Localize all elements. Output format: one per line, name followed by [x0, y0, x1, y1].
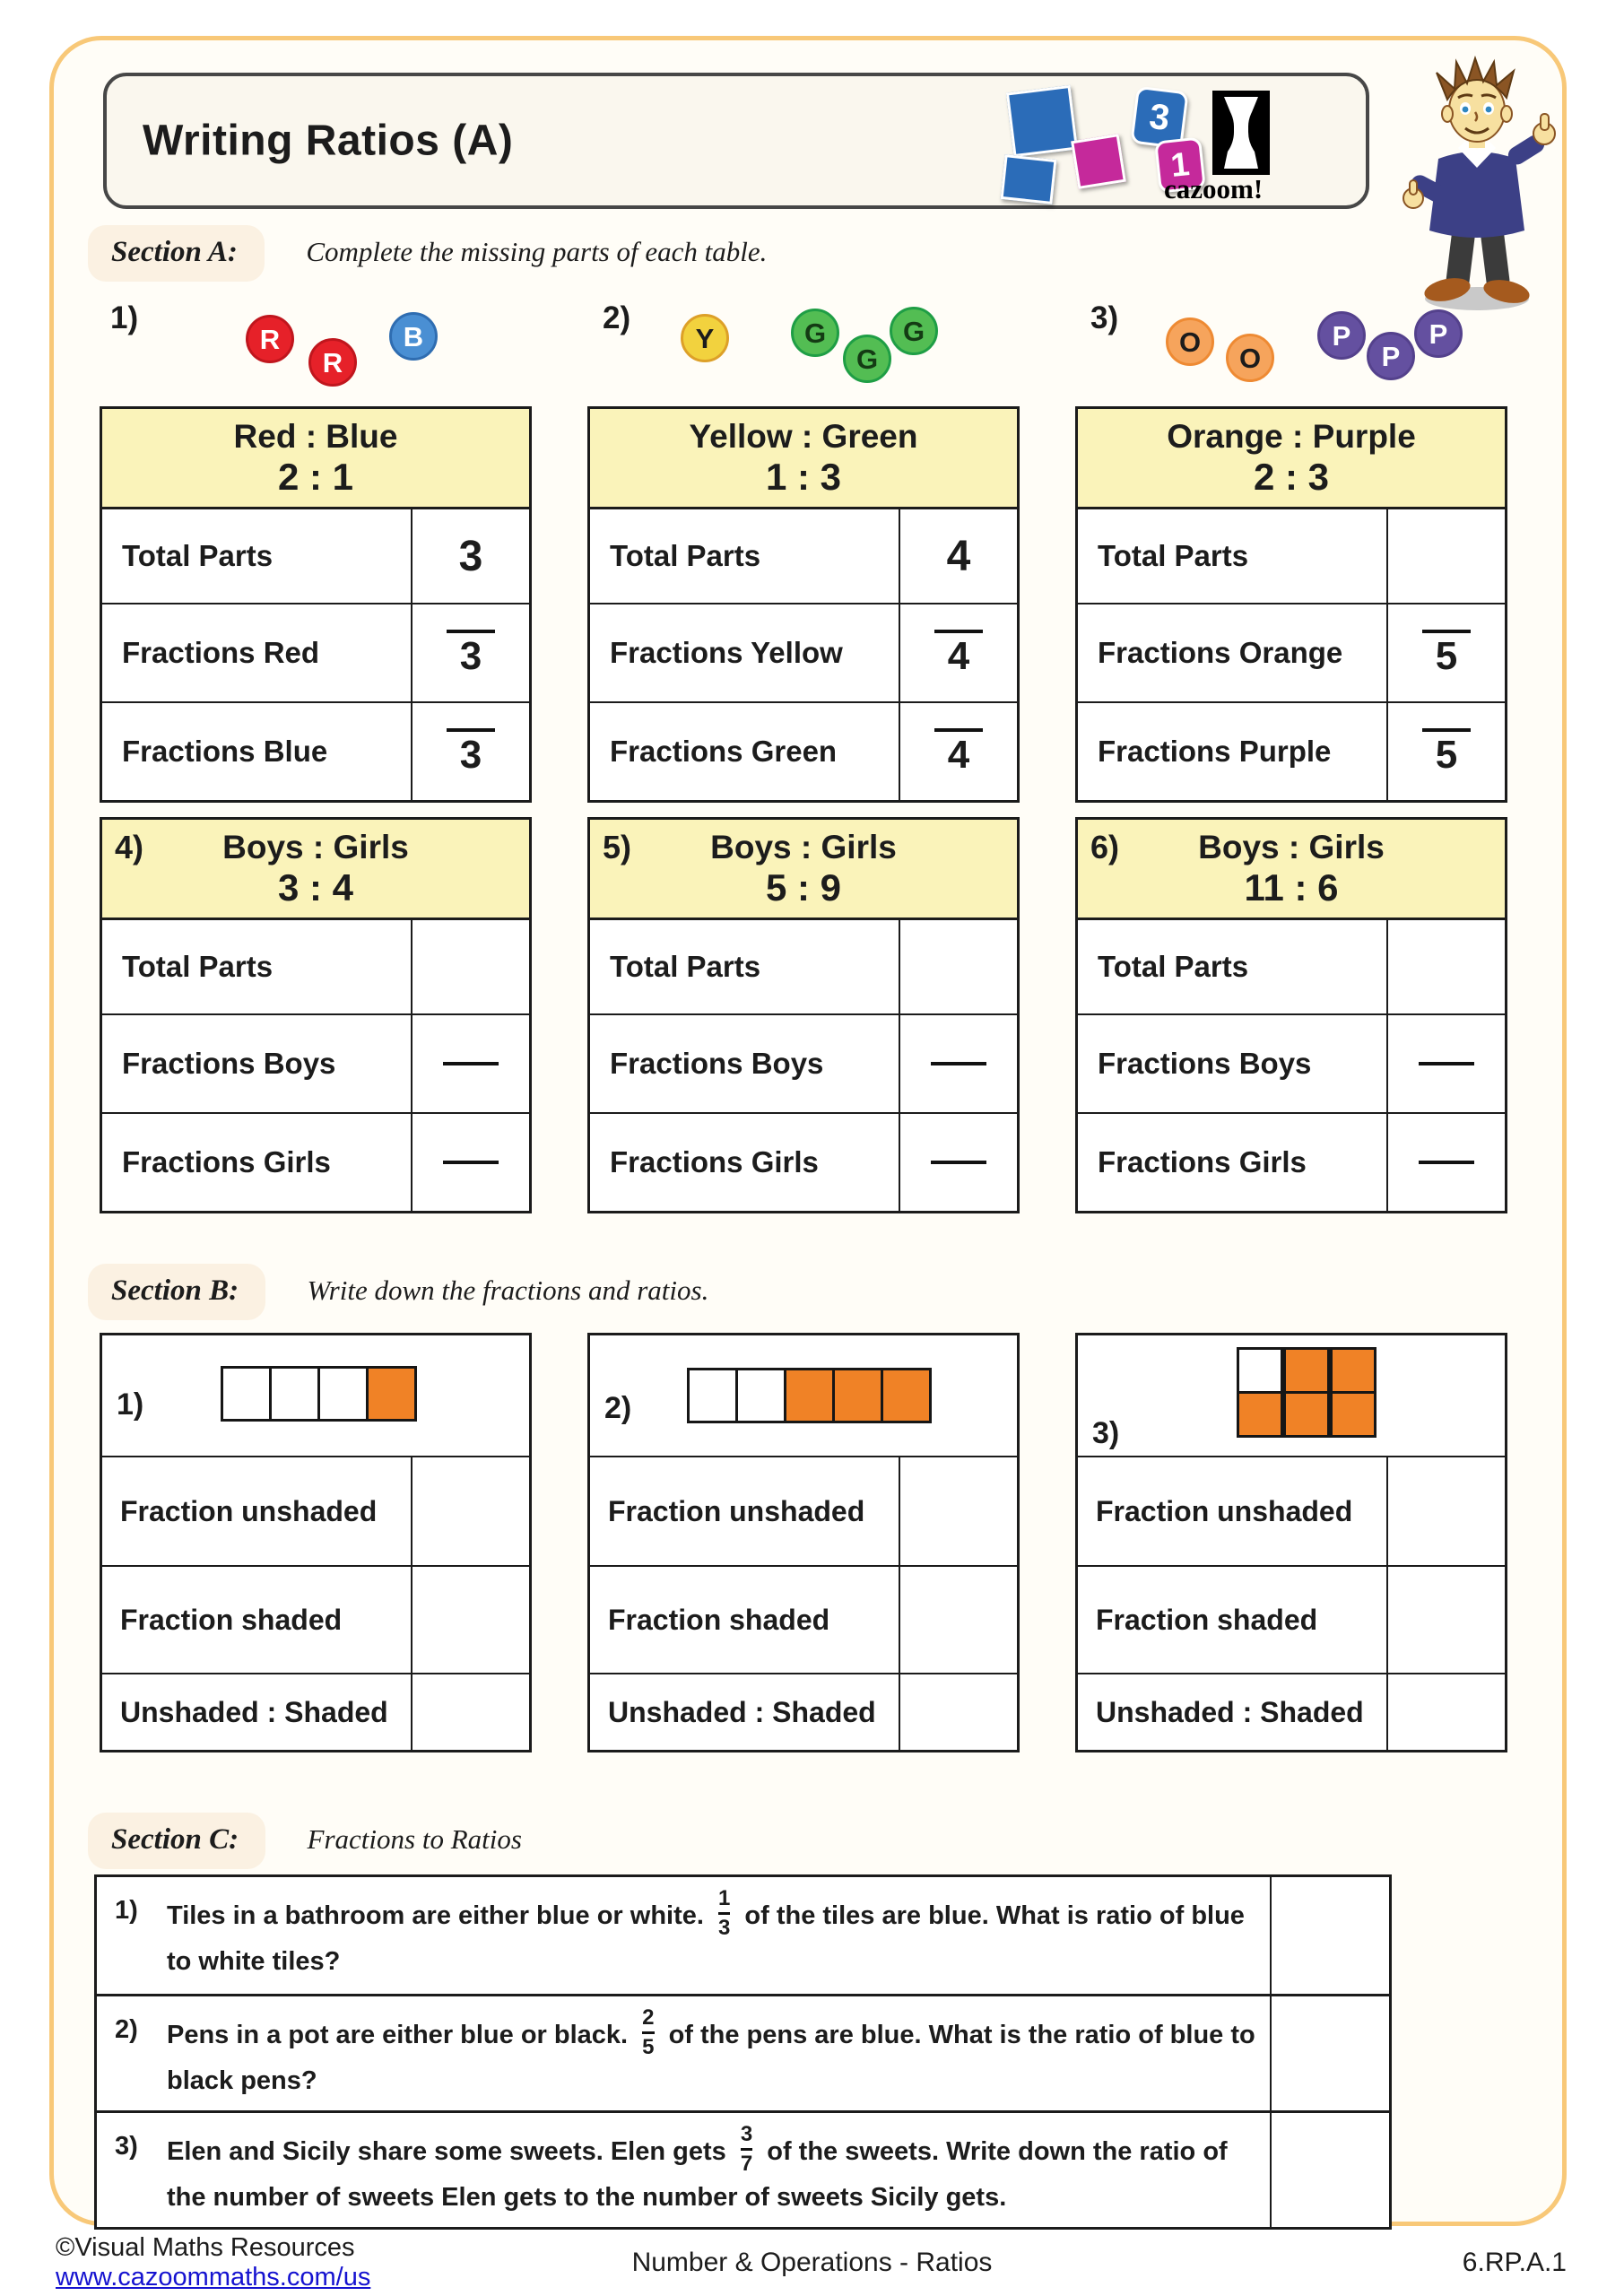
mascot-boy-illustration	[1383, 55, 1571, 328]
ratio-table-header	[1078, 820, 1505, 920]
fraction-numerator: 3	[740, 2122, 753, 2147]
row-label: Fractions Orange	[1098, 636, 1343, 669]
answer-box	[1270, 1996, 1389, 2110]
table-row	[590, 1112, 1017, 1211]
row-label: Fractions Boys	[610, 1047, 824, 1080]
answer-cell	[411, 1015, 529, 1112]
answer-cell	[1386, 1674, 1505, 1750]
logo-square-icon	[1001, 154, 1057, 204]
section-c-label: Section C:	[88, 1813, 265, 1869]
fraction-denominator: 3	[459, 634, 482, 678]
counter-set-label: 2)	[603, 300, 631, 335]
ratio-table-number: 6)	[1090, 829, 1120, 865]
fraction-table-number: 1)	[117, 1387, 144, 1422]
counter-blue: B	[389, 312, 438, 361]
section-c-header	[88, 1813, 522, 1875]
fraction-blank	[934, 630, 983, 676]
question-number: 1)	[115, 1896, 138, 1925]
grid-square-unshaded	[687, 1368, 738, 1423]
logo-tile-3: 3	[1130, 86, 1188, 150]
grid-square-unshaded	[1237, 1347, 1283, 1394]
answer-cell	[899, 920, 1017, 1013]
question-row	[97, 2110, 1389, 2227]
fraction-answer-dash	[443, 1161, 499, 1164]
grid-square-unshaded	[317, 1366, 369, 1422]
fraction-blank	[447, 630, 495, 676]
answer-cell	[1386, 1567, 1505, 1673]
answer-cell	[411, 703, 529, 800]
grid-square-unshaded	[269, 1366, 320, 1422]
row-label: Unshaded : Shaded	[608, 1695, 876, 1728]
logo-wordmark: cazoom!	[1164, 173, 1264, 204]
shape-row	[1078, 1335, 1505, 1456]
shape-row	[590, 1335, 1017, 1456]
row-label: Fraction unshaded	[120, 1494, 378, 1527]
section-b-instruction: Write down the fractions and ratios.	[307, 1274, 709, 1306]
row-label: Unshaded : Shaded	[120, 1695, 388, 1728]
footer-url-link[interactable]: www.cazoommaths.com/us	[56, 2263, 371, 2292]
table-row	[102, 1456, 529, 1565]
answer-cell	[1386, 703, 1505, 800]
question-number: 2)	[115, 2015, 138, 2044]
ratio-table-header	[590, 820, 1017, 920]
counter-green: G	[890, 307, 938, 355]
counter-yellow: Y	[681, 314, 729, 362]
row-label: Fractions Girls	[610, 1145, 819, 1178]
table-row	[590, 1673, 1017, 1750]
fraction-denominator: 3	[718, 1916, 731, 1940]
inline-fraction	[642, 2007, 654, 2058]
ratio-table-title: Boys : Girls	[1198, 829, 1385, 865]
table-row	[590, 603, 1017, 701]
table-row	[102, 1565, 529, 1673]
ratio-table-number: 4)	[115, 829, 144, 865]
ratio-table-title: Orange : Purple	[1167, 418, 1416, 455]
fraction-answer-dash	[931, 1161, 986, 1164]
fraction-bar	[1422, 630, 1471, 633]
fraction-table	[587, 1333, 1020, 1752]
row-label: Fractions Girls	[1098, 1145, 1307, 1178]
worksheet-border	[49, 36, 1567, 2226]
inline-fraction	[718, 1888, 730, 1939]
table-row	[102, 1673, 529, 1750]
question-row	[97, 1994, 1389, 2110]
answer-cell	[899, 1457, 1017, 1565]
row-label: Fractions Blue	[122, 735, 328, 768]
shape-row	[102, 1335, 529, 1456]
row-label: Fraction shaded	[608, 1603, 830, 1636]
section-a-header	[88, 225, 767, 288]
section-a-instruction: Complete the missing parts of each table.	[306, 236, 768, 267]
answer-cell	[899, 1114, 1017, 1211]
counter-purple: P	[1317, 311, 1366, 360]
answer-cell	[899, 1674, 1017, 1750]
answer-cell	[411, 509, 529, 603]
row-label: Fractions Green	[610, 735, 838, 768]
ratio-table	[1075, 817, 1507, 1213]
row-label: Total Parts	[1098, 950, 1249, 983]
table-row	[1078, 1673, 1505, 1750]
fraction-bar	[447, 630, 495, 633]
question-number: 3)	[115, 2132, 138, 2161]
fraction-denominator: 4	[947, 733, 970, 777]
footer-topic: Number & Operations - Ratios	[631, 2248, 993, 2277]
fraction-table-number: 3)	[1092, 1416, 1120, 1450]
fraction-bar	[718, 1912, 730, 1915]
question-row	[97, 1877, 1389, 1994]
answer-cell	[1386, 509, 1505, 603]
fraction-bar	[642, 2031, 654, 2034]
table-row	[102, 1112, 529, 1211]
cazoom-logo	[990, 82, 1295, 207]
vase-icon	[1212, 91, 1270, 175]
grid-square-shaded	[1283, 1391, 1330, 1438]
fraction-table	[100, 1333, 532, 1752]
grid-square-shaded	[1237, 1391, 1283, 1438]
row-label: Fractions Yellow	[610, 636, 843, 669]
logo-square-icon	[1071, 134, 1126, 189]
table-row	[590, 1456, 1017, 1565]
row-label: Total Parts	[122, 950, 274, 983]
answer-cell	[411, 604, 529, 701]
footer-standard-code: 6.RP.A.1	[1462, 2248, 1567, 2277]
table-row	[102, 920, 529, 1013]
ratio-table-title: Yellow : Green	[689, 418, 918, 455]
fraction-bar	[934, 630, 983, 633]
title-box	[103, 73, 1369, 209]
grid-square-unshaded	[221, 1366, 272, 1422]
fraction-bar	[447, 728, 495, 732]
ratio-table-ratio: 5 : 9	[765, 866, 842, 909]
grid-square-shaded	[366, 1366, 417, 1422]
logo-square-icon	[1006, 85, 1078, 157]
fraction-denominator: 4	[947, 634, 970, 678]
section-c-instruction: Fractions to Ratios	[307, 1823, 522, 1855]
fraction-denominator: 5	[1435, 634, 1458, 678]
grid-square-shaded	[1330, 1347, 1376, 1394]
footer-copyright: ©Visual Maths Resources	[56, 2233, 355, 2262]
table-row	[1078, 1456, 1505, 1565]
logo-tile-1: 1	[1154, 136, 1206, 193]
table-row	[590, 1013, 1017, 1112]
counter-red: R	[246, 315, 294, 363]
question-text: Pens in a pot are either blue or black. $\frac{2}{5}$ of the pens are blue. What is the ratio of blue to black pens?	[167, 2005, 1255, 2095]
row-label: Total Parts	[610, 539, 761, 572]
row-label: Total Parts	[610, 950, 761, 983]
row-label: Fraction shaded	[1096, 1603, 1318, 1636]
ratio-table-header	[1078, 409, 1505, 509]
row-label: Fractions Red	[122, 636, 320, 669]
answer-box	[1270, 2113, 1389, 2227]
counter-purple: P	[1367, 332, 1415, 380]
ratio-table-header	[102, 820, 529, 920]
table-row	[1078, 920, 1505, 1013]
fraction-blank	[447, 728, 495, 775]
fraction-answer-dash	[443, 1062, 499, 1065]
table-row	[1078, 603, 1505, 701]
ratio-table-header	[590, 409, 1017, 509]
fraction-blank	[934, 728, 983, 775]
table-row	[102, 509, 529, 603]
grid-square-shaded	[832, 1368, 883, 1423]
table-row	[102, 603, 529, 701]
answer-cell	[899, 604, 1017, 701]
table-row	[590, 509, 1017, 603]
counter-green: G	[791, 309, 839, 357]
row-label: Fraction unshaded	[608, 1494, 865, 1527]
counter-green: G	[843, 335, 891, 383]
table-row	[1078, 1013, 1505, 1112]
table-row	[1078, 701, 1505, 800]
answer-cell	[1386, 1457, 1505, 1565]
grid-square-shaded	[1283, 1347, 1330, 1394]
fraction-numerator: 1	[718, 1886, 731, 1910]
fraction-answer-dash	[1419, 1062, 1474, 1065]
question-cell	[97, 1996, 1270, 2110]
fraction-bar	[934, 728, 983, 732]
answer-cell	[411, 920, 529, 1013]
section-b-header	[88, 1264, 708, 1326]
ratio-table-ratio: 3 : 4	[277, 866, 354, 909]
answer-cell	[899, 703, 1017, 800]
ratio-table-title: Red : Blue	[233, 418, 398, 455]
row-label: Fractions Boys	[1098, 1047, 1312, 1080]
page-title: Writing Ratios (A)	[143, 117, 514, 165]
ratio-table-header	[102, 409, 529, 509]
answer-cell	[411, 1567, 529, 1673]
table-row	[590, 920, 1017, 1013]
grid-square-shaded	[1330, 1391, 1376, 1438]
question-text: Tiles in a bathroom are either blue or white. $\frac{1}{3}$ of the tiles are blue. What is ratio of blue to white tiles?	[167, 1886, 1245, 1976]
counter-set-label: 1)	[110, 300, 139, 335]
fraction-answer-dash	[1419, 1161, 1474, 1164]
answer-cell	[411, 1114, 529, 1211]
grid-square-shaded	[784, 1368, 835, 1423]
inline-fraction	[741, 2124, 752, 2175]
ratio-table	[100, 406, 532, 803]
table-row	[1078, 509, 1505, 603]
ratio-table-ratio: 11 : 6	[1244, 866, 1339, 909]
question-text: Elen and Sicily share some sweets. Elen gets $\frac{3}{7}$ of the sweets. Write down the ratio of the number of sweets Elen gets to the number of sweets Sicily gets.	[167, 2122, 1228, 2213]
table-row	[590, 701, 1017, 800]
row-label: Fractions Purple	[1098, 735, 1332, 768]
fraction-bar	[1422, 728, 1471, 732]
row-label: Fraction unshaded	[1096, 1494, 1353, 1527]
row-label: Fraction shaded	[120, 1603, 343, 1636]
counter-purple: P	[1414, 309, 1463, 358]
answer-cell	[1386, 604, 1505, 701]
ratio-table	[587, 817, 1020, 1213]
answer-cell	[1386, 920, 1505, 1013]
table-row	[1078, 1565, 1505, 1673]
row-label: Total Parts	[122, 539, 274, 572]
table-row	[102, 1013, 529, 1112]
answer-box	[1270, 1877, 1389, 1994]
shaded-strip	[221, 1366, 417, 1422]
fraction-denominator: 7	[740, 2152, 753, 2177]
row-label: Fractions Girls	[122, 1145, 331, 1178]
answer-cell	[411, 1457, 529, 1565]
ratio-table-title: Boys : Girls	[710, 829, 897, 865]
fraction-denominator: 5	[1435, 733, 1458, 777]
ratio-table-title: Boys : Girls	[222, 829, 409, 865]
fraction-denominator: 3	[459, 733, 482, 777]
row-label: Total Parts	[1098, 539, 1249, 572]
shaded-grid	[1239, 1350, 1379, 1438]
questions-table	[94, 1874, 1392, 2230]
table-row	[590, 1565, 1017, 1673]
grid-square-unshaded	[735, 1368, 786, 1423]
counter-set-label: 3)	[1090, 300, 1119, 335]
fraction-numerator: 2	[642, 2005, 655, 2030]
answer-cell	[899, 1015, 1017, 1112]
section-b-label: Section B:	[88, 1264, 265, 1320]
row-label: Unshaded : Shaded	[1096, 1695, 1364, 1728]
table-row	[102, 701, 529, 800]
ratio-table-number: 5)	[603, 829, 632, 865]
fraction-answer-dash	[931, 1062, 986, 1065]
fraction-bar	[741, 2148, 752, 2151]
answer-cell	[1386, 1114, 1505, 1211]
row-label: Fractions Boys	[122, 1047, 336, 1080]
fraction-table	[1075, 1333, 1507, 1752]
shaded-strip	[687, 1368, 932, 1423]
table-row	[1078, 1112, 1505, 1211]
answer-cell	[1386, 1015, 1505, 1112]
total-parts-value: 3	[458, 532, 483, 580]
section-a-label: Section A:	[88, 225, 265, 282]
answer-cell	[899, 509, 1017, 603]
ratio-table-ratio: 2 : 3	[1253, 456, 1330, 498]
answer-cell	[899, 1567, 1017, 1673]
counter-orange: O	[1226, 334, 1274, 382]
grid-square-shaded	[881, 1368, 932, 1423]
total-parts-value: 4	[946, 532, 971, 580]
ratio-table	[100, 817, 532, 1213]
answer-cell	[411, 1674, 529, 1750]
question-cell	[97, 1877, 1270, 1994]
ratio-table	[1075, 406, 1507, 803]
fraction-denominator: 5	[642, 2035, 655, 2059]
counter-orange: O	[1166, 317, 1214, 366]
ratio-table-ratio: 1 : 3	[765, 456, 842, 498]
fraction-table-number: 2)	[604, 1391, 632, 1425]
question-cell	[97, 2113, 1270, 2227]
counter-red: R	[308, 338, 357, 387]
ratio-table-ratio: 2 : 1	[277, 456, 354, 498]
fraction-blank	[1422, 630, 1471, 676]
fraction-blank	[1422, 728, 1471, 775]
ratio-table	[587, 406, 1020, 803]
